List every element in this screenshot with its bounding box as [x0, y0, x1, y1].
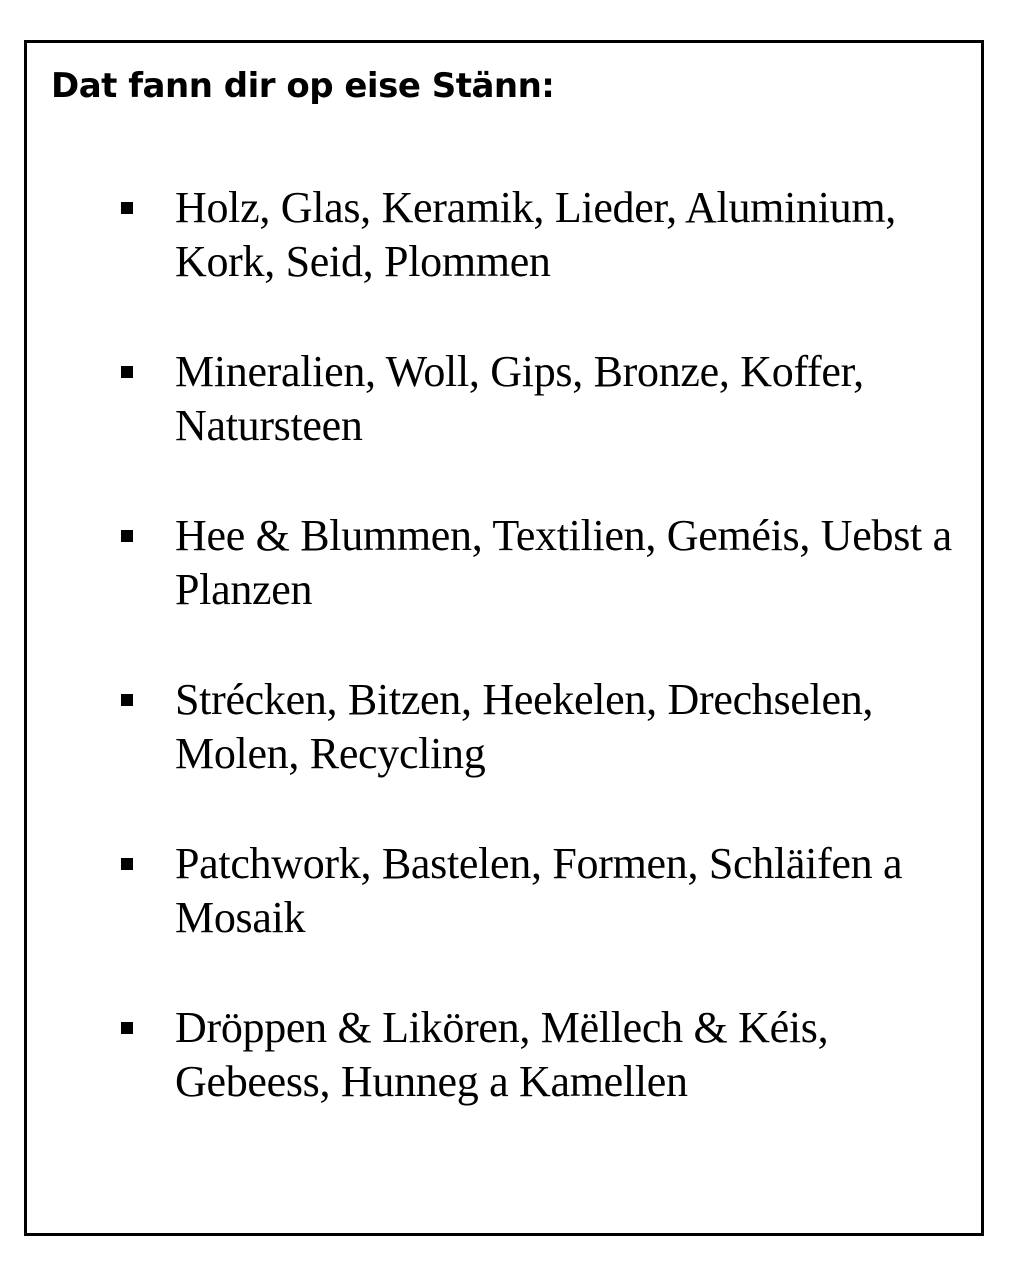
square-bullet-icon — [121, 202, 133, 214]
square-bullet-icon — [121, 694, 133, 706]
square-bullet-icon — [121, 1022, 133, 1034]
list-item — [27, 837, 981, 945]
list-item-text: Hee & Blummen, Textilien, Geméis, Uebst a Planzen — [175, 511, 952, 614]
list-item-text: Holz, Glas, Keramik, Lieder, Aluminium, Kork, Seid, Plommen — [175, 183, 896, 286]
list-item — [27, 1001, 981, 1109]
list-item — [27, 181, 981, 289]
box-heading: Dat fann dir op eise Stänn: — [51, 66, 555, 106]
square-bullet-icon — [121, 858, 133, 870]
square-bullet-icon — [121, 366, 133, 378]
list-item — [27, 673, 981, 781]
list-item-text: Patchwork, Bastelen, Formen, Schläifen a Mosaik — [175, 839, 903, 942]
list-item — [27, 345, 981, 453]
list-item — [27, 509, 981, 617]
list-item-text: Strécken, Bitzen, Heekelen, Drechselen, Molen, Recycling — [175, 675, 874, 778]
materials-list — [27, 181, 981, 1165]
info-box — [24, 40, 984, 1236]
list-item-text: Dröppen & Likören, Mëllech & Kéis, Gebeess, Hunneg a Kamellen — [175, 1003, 829, 1106]
list-item-text: Mineralien, Woll, Gips, Bronze, Koffer, Natursteen — [175, 347, 864, 450]
square-bullet-icon — [121, 530, 133, 542]
